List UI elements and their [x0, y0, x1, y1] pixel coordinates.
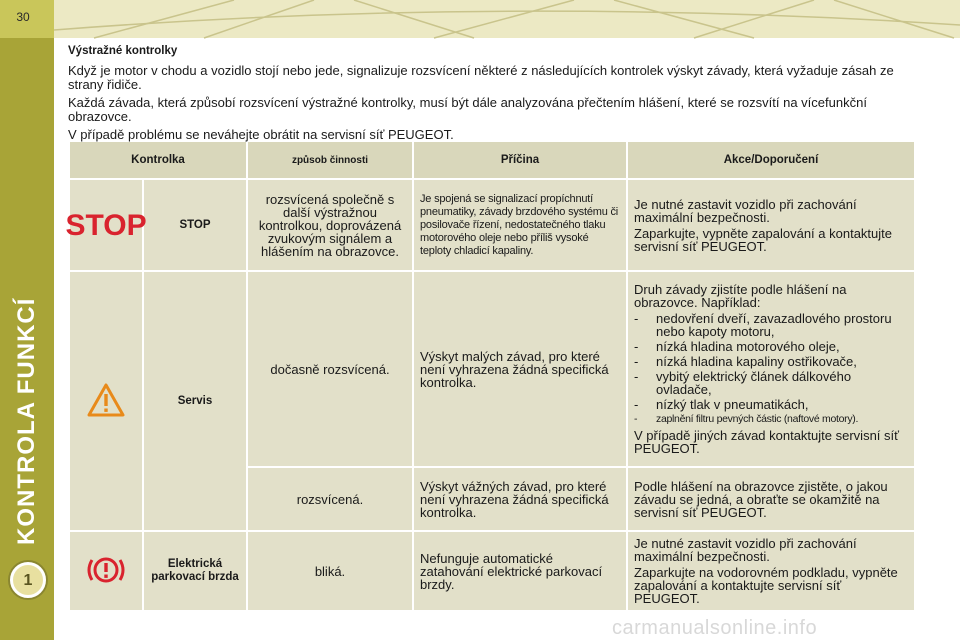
- header-lines-graphic: [54, 0, 960, 38]
- brake-name: Elektrická parkovací brzda: [144, 532, 246, 610]
- intro-section: [68, 44, 918, 146]
- header-cause: Příčina: [414, 142, 626, 178]
- servis-icon-cell: [70, 272, 142, 530]
- header-action: Akce/Doporučení: [628, 142, 914, 178]
- table-header-row: [70, 142, 914, 178]
- servis-name: Servis: [144, 272, 246, 530]
- page-number-box: [0, 0, 54, 38]
- brake-action-2: Zaparkujte na vodorovném podkladu, vypněte zapalování a kontaktujte servisní síť PEUGEOT.: [634, 565, 898, 606]
- stop-name: STOP: [144, 180, 246, 270]
- brake-action-1: Je nutné zastavit vozidlo při zachování maximální bezpečnosti.: [634, 536, 857, 564]
- list-item: - nízká hladina kapaliny ostřikovače,: [634, 354, 857, 369]
- table-row-servis-temporary: [70, 272, 914, 466]
- table-row-stop: [70, 180, 914, 270]
- header-indicator: Kontrolka: [70, 142, 246, 178]
- watermark: carmanualsonline.info: [612, 617, 818, 639]
- page-number: 30: [16, 10, 30, 24]
- warning-lights-table: [65, 140, 916, 612]
- stop-icon: [65, 206, 147, 242]
- warning-triangle-icon: [86, 382, 126, 418]
- header-state: způsob činnosti: [248, 142, 412, 178]
- intro-paragraph-3: V případě problému se neváhejte obrátit na servisní síť PEUGEOT.: [68, 127, 454, 142]
- stop-action-2: Zaparkujte, vypněte zapalování a kontaktujte servisní síť PEUGEOT.: [634, 225, 892, 254]
- servis-action-major: Podle hlášení na obrazovce zjistěte, o jakou závadu se jedná, a obraťte se okamžitě na servisní síť PEUGEOT.: [628, 468, 914, 530]
- servis-action-intro: Druh závady zjistíte podle hlášení na obrazovce. Například:: [634, 282, 847, 310]
- servis-cause-minor: Výskyt malých závad, pro které není vyhrazena žádná specifická kontrolka.: [414, 272, 626, 466]
- list-item: - nedovření dveří, zavazadlového prostoru nebo kapoty motoru,: [634, 311, 892, 339]
- chapter-badge: [10, 562, 46, 598]
- brake-action: [628, 532, 914, 610]
- servis-fault-list: [634, 312, 908, 426]
- servis-action-minor: [628, 272, 914, 466]
- parking-brake-icon: [84, 552, 128, 588]
- list-item: - nízká hladina motorového oleje,: [634, 339, 840, 354]
- servis-cause-major: Výskyt vážných závad, pro které není vyhrazena žádná specifická kontrolka.: [414, 468, 626, 530]
- list-item: - vybitý elektrický článek dálkového ovladače,: [634, 369, 852, 397]
- servis-state-steady: rozsvícená.: [248, 468, 412, 530]
- list-item: - zaplnění filtru pevných částic (naftové motory).: [634, 413, 859, 425]
- servis-action-outro: V případě jiných závad kontaktujte servisní síť PEUGEOT.: [634, 428, 900, 456]
- header-decoration: [54, 0, 960, 38]
- sidebar: [0, 0, 54, 640]
- chapter-number: 1: [23, 572, 33, 589]
- table-row-parking-brake: [70, 532, 914, 610]
- brake-icon-cell: [70, 532, 142, 610]
- chapter-title: KONTROLA FUNKCÍ: [13, 297, 40, 545]
- stop-state: rozsvícená společně s další výstražnou kontrolkou, doprovázená zvukovým signálem a hlášením na obrazovce.: [248, 180, 412, 270]
- stop-action: [628, 180, 914, 270]
- section-heading: Výstražné kontrolky: [68, 45, 178, 57]
- brake-state: bliká.: [248, 532, 412, 610]
- stop-action-1: Je nutné zastavit vozidlo při zachování maximální bezpečnosti.: [634, 196, 857, 225]
- stop-icon-cell: [65, 180, 147, 270]
- brake-cause: Nefunguje automatické zatahování elektrické parkovací brzdy.: [414, 532, 626, 610]
- list-item: - nízký tlak v pneumatikách,: [634, 397, 809, 412]
- intro-paragraph-1: Když je motor v chodu a vozidlo stojí nebo jede, signalizuje rozsvícení některé z následujících kontrolek výskyt závady, která vyžaduje zásah ze strany řidiče.: [68, 63, 894, 92]
- stop-cause: Je spojená se signalizací propíchnutí pneumatiky, závady brzdového systému či posilovače řízení, nedostatečného tlaku motorového oleje nebo příliš vysoké teploty chladicí kapaliny.: [414, 180, 626, 270]
- svg-text:STOP: STOP: [65, 209, 147, 242]
- intro-paragraph-2: Každá závada, která způsobí rozsvícení výstražné kontrolky, musí být dále analyzována přečtením hlášení, které se rozsvítí na vícefunkční obrazovce.: [68, 95, 867, 124]
- servis-state-temporary: dočasně rozsvícená.: [248, 272, 412, 466]
